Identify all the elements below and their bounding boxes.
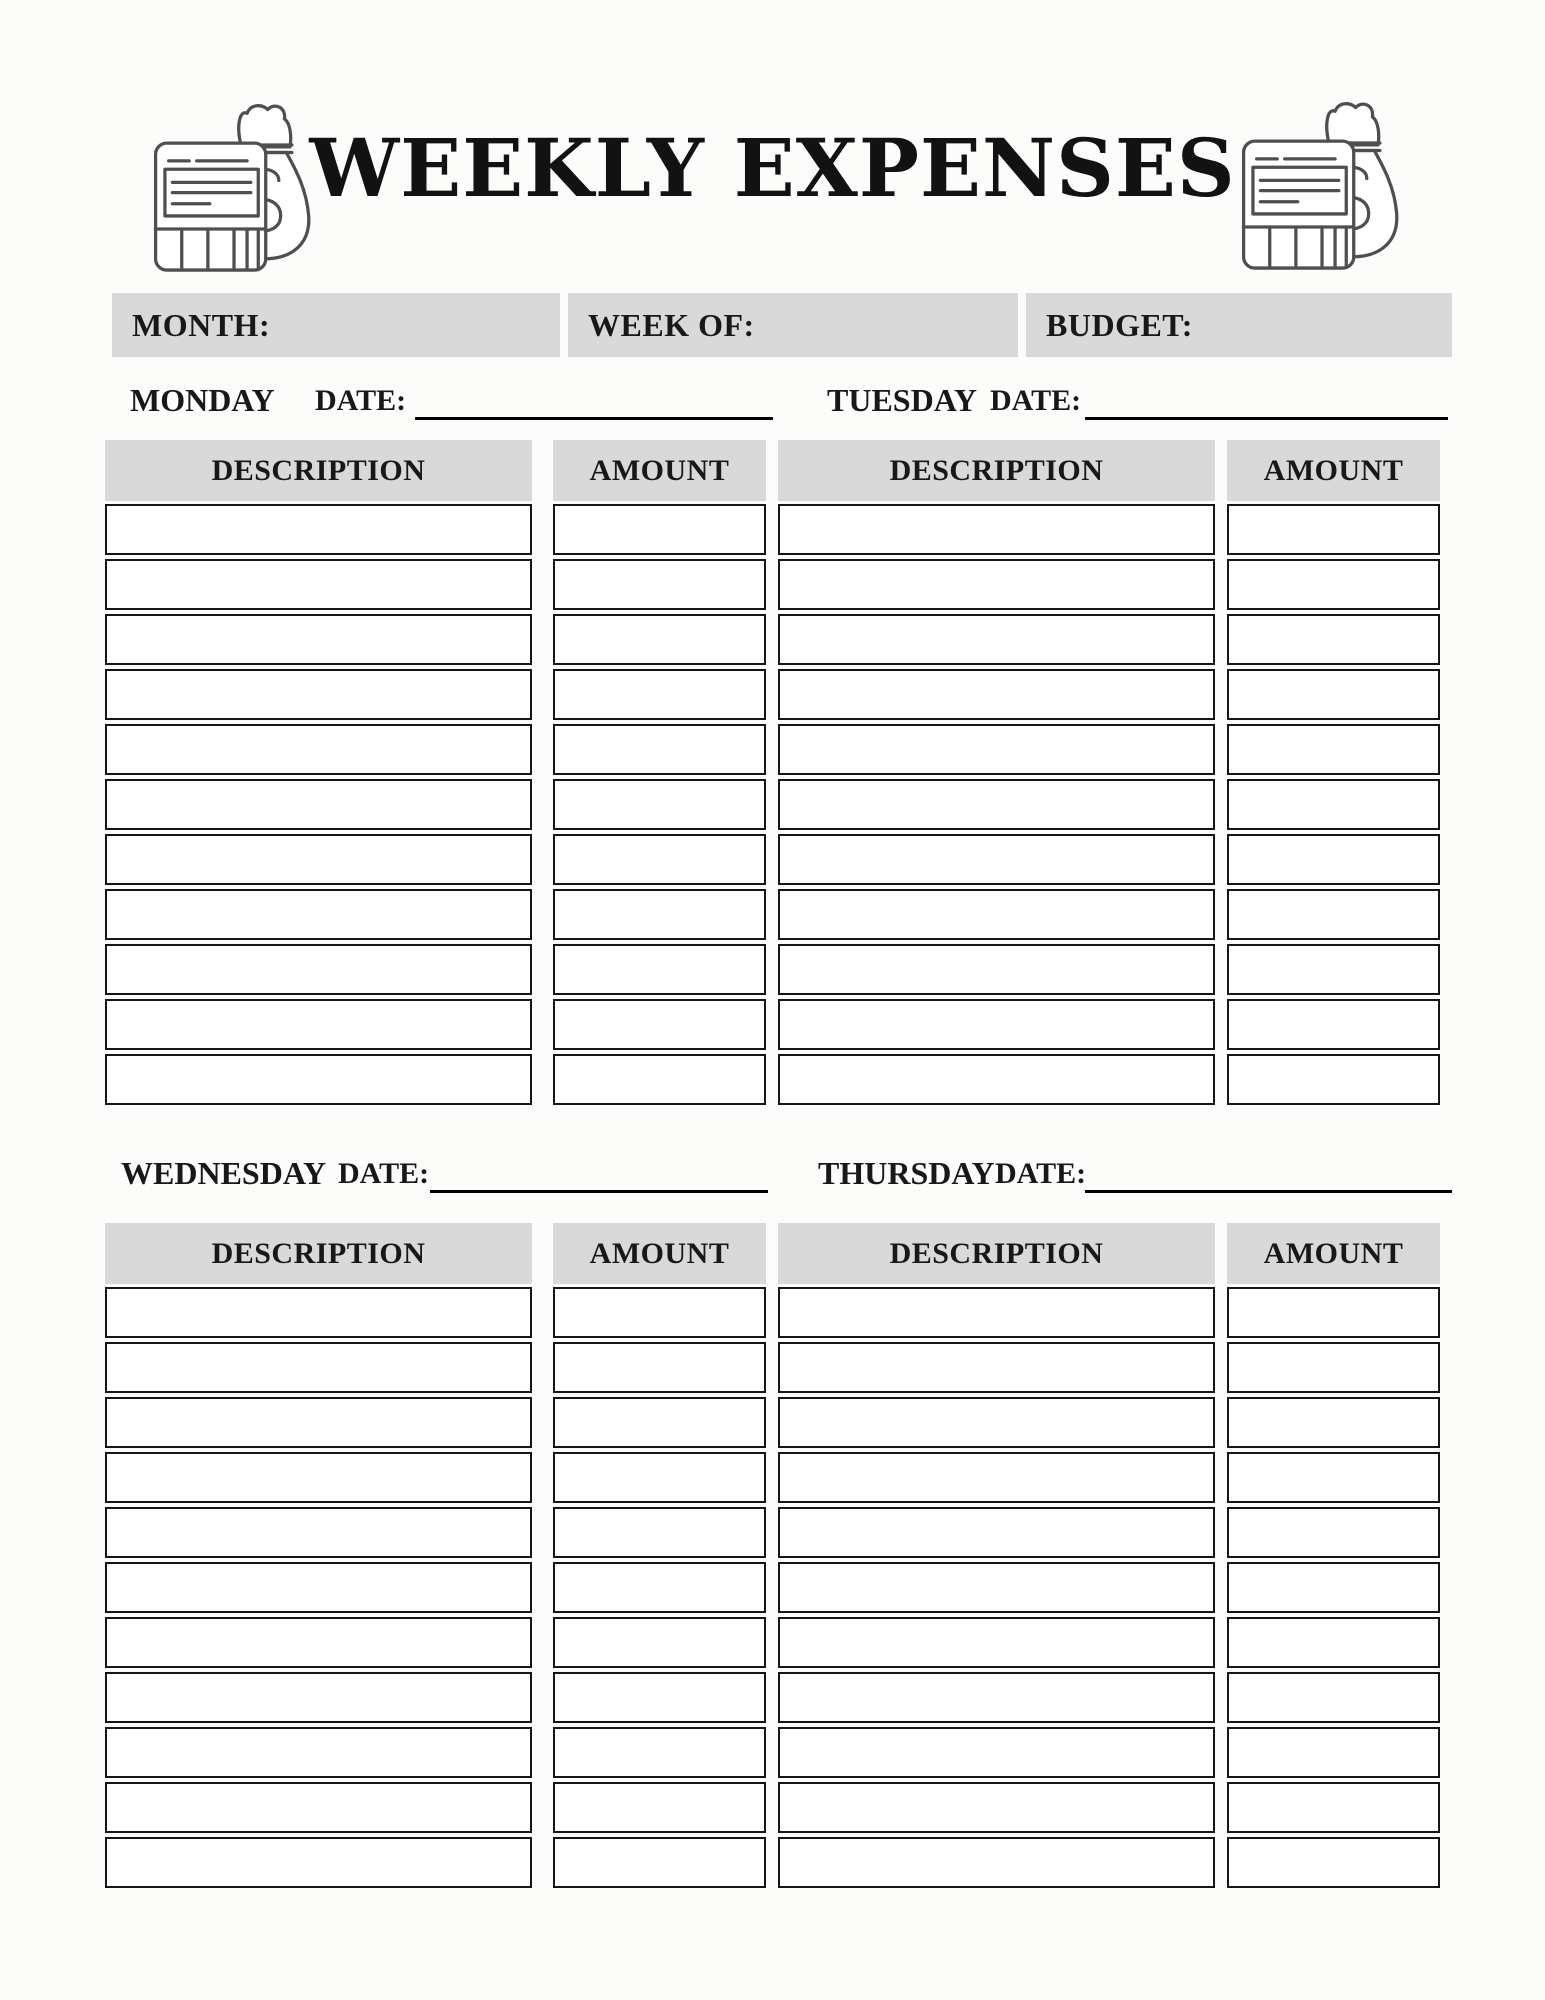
monday-amount-header: AMOUNT xyxy=(553,440,766,501)
thursday-date-line[interactable] xyxy=(1085,1190,1452,1193)
expense-row-cell[interactable] xyxy=(778,1837,1215,1888)
expense-row-cell[interactable] xyxy=(553,1562,766,1613)
expense-row-cell[interactable] xyxy=(1227,999,1440,1050)
expense-row-cell[interactable] xyxy=(1227,1562,1440,1613)
monday-date-line[interactable] xyxy=(415,417,773,420)
expense-row-cell[interactable] xyxy=(553,1837,766,1888)
expense-row-cell[interactable] xyxy=(553,1672,766,1723)
expense-row-cell[interactable] xyxy=(105,1782,532,1833)
monday-description-column xyxy=(105,504,532,1109)
expense-row-cell[interactable] xyxy=(553,1782,766,1833)
expense-row-cell[interactable] xyxy=(1227,834,1440,885)
expense-row-cell[interactable] xyxy=(105,1397,532,1448)
tuesday-amount-header: AMOUNT xyxy=(1227,440,1440,501)
expense-row-cell[interactable] xyxy=(778,834,1215,885)
expense-row-cell[interactable] xyxy=(553,944,766,995)
calculator-money-bag-icon xyxy=(1238,92,1406,278)
expense-row-cell[interactable] xyxy=(778,944,1215,995)
expense-row-cell[interactable] xyxy=(105,669,532,720)
expense-row-cell[interactable] xyxy=(778,1452,1215,1503)
expense-row-cell[interactable] xyxy=(553,889,766,940)
expense-row-cell[interactable] xyxy=(105,1837,532,1888)
expense-row-cell[interactable] xyxy=(105,999,532,1050)
expense-row-cell[interactable] xyxy=(105,944,532,995)
expense-row-cell[interactable] xyxy=(1227,1287,1440,1338)
expense-row-cell[interactable] xyxy=(553,1397,766,1448)
expense-row-cell[interactable] xyxy=(553,614,766,665)
expense-row-cell[interactable] xyxy=(778,1672,1215,1723)
expense-row-cell[interactable] xyxy=(778,1727,1215,1778)
expense-row-cell[interactable] xyxy=(1227,724,1440,775)
expense-row-cell[interactable] xyxy=(778,1507,1215,1558)
expense-row-cell[interactable] xyxy=(1227,1054,1440,1105)
tuesday-amount-column xyxy=(1227,504,1440,1109)
expense-row-cell[interactable] xyxy=(553,504,766,555)
expense-row-cell[interactable] xyxy=(778,1342,1215,1393)
wednesday-amount-column xyxy=(553,1287,766,1892)
month-field[interactable] xyxy=(112,293,560,357)
date-label-thursday: DATE: xyxy=(995,1157,1087,1190)
expense-row-cell[interactable] xyxy=(1227,944,1440,995)
tuesday-date-line[interactable] xyxy=(1085,417,1448,420)
thursday-amount-column xyxy=(1227,1287,1440,1892)
expense-row-cell[interactable] xyxy=(105,1672,532,1723)
expense-row-cell[interactable] xyxy=(778,504,1215,555)
expense-row-cell[interactable] xyxy=(778,724,1215,775)
wednesday-description-header: DESCRIPTION xyxy=(105,1223,532,1284)
expense-row-cell[interactable] xyxy=(778,889,1215,940)
expense-row-cell[interactable] xyxy=(778,999,1215,1050)
expense-row-cell[interactable] xyxy=(1227,1782,1440,1833)
expense-row-cell[interactable] xyxy=(1227,559,1440,610)
date-label-wednesday: DATE: xyxy=(338,1157,430,1190)
thursday-amount-header: AMOUNT xyxy=(1227,1223,1440,1284)
expense-row-cell[interactable] xyxy=(1227,1837,1440,1888)
expense-row-cell[interactable] xyxy=(1227,1342,1440,1393)
expense-row-cell[interactable] xyxy=(1227,1452,1440,1503)
wednesday-date-line[interactable] xyxy=(430,1190,768,1193)
expense-row-cell[interactable] xyxy=(105,834,532,885)
expense-row-cell[interactable] xyxy=(778,779,1215,830)
expense-row-cell[interactable] xyxy=(778,1782,1215,1833)
budget-label: BUDGET: xyxy=(1046,306,1193,343)
expense-row-cell[interactable] xyxy=(105,1507,532,1558)
day-label-wednesday: WEDNESDAY xyxy=(121,1155,327,1191)
expense-row-cell[interactable] xyxy=(105,504,532,555)
expense-row-cell[interactable] xyxy=(553,1452,766,1503)
expense-row-cell[interactable] xyxy=(553,1342,766,1393)
day-label-tuesday: TUESDAY xyxy=(827,382,977,418)
budget-field[interactable] xyxy=(1026,293,1452,357)
wednesday-amount-header: AMOUNT xyxy=(553,1223,766,1284)
week-of-label: WEEK OF: xyxy=(588,306,755,343)
date-label-tuesday: DATE: xyxy=(990,384,1082,417)
expense-row-cell[interactable] xyxy=(1227,614,1440,665)
expense-row-cell[interactable] xyxy=(1227,1507,1440,1558)
date-label-monday: DATE: xyxy=(315,384,407,417)
day-label-thursday: THURSDAY xyxy=(818,1155,995,1191)
week-of-field[interactable] xyxy=(568,293,1018,357)
thursday-description-column xyxy=(778,1287,1215,1892)
expense-row-cell[interactable] xyxy=(105,559,532,610)
expense-row-cell[interactable] xyxy=(105,1562,532,1613)
expense-row-cell[interactable] xyxy=(105,779,532,830)
expense-row-cell[interactable] xyxy=(553,1287,766,1338)
page-title: WEEKLY EXPENSES xyxy=(309,121,1236,215)
expense-row-cell[interactable] xyxy=(105,889,532,940)
expense-row-cell[interactable] xyxy=(778,1617,1215,1668)
expense-row-cell[interactable] xyxy=(553,1617,766,1668)
expense-row-cell[interactable] xyxy=(105,1054,532,1105)
expense-row-cell[interactable] xyxy=(553,1727,766,1778)
day-label-monday: MONDAY xyxy=(130,382,275,418)
expense-row-cell[interactable] xyxy=(1227,1727,1440,1778)
expense-row-cell[interactable] xyxy=(1227,1397,1440,1448)
expense-row-cell[interactable] xyxy=(1227,504,1440,555)
expense-row-cell[interactable] xyxy=(105,614,532,665)
expense-row-cell[interactable] xyxy=(1227,669,1440,720)
expense-row-cell[interactable] xyxy=(553,1054,766,1105)
expense-row-cell[interactable] xyxy=(553,999,766,1050)
expense-row-cell[interactable] xyxy=(553,834,766,885)
expense-row-cell[interactable] xyxy=(553,779,766,830)
expense-row-cell[interactable] xyxy=(105,1452,532,1503)
tuesday-description-header: DESCRIPTION xyxy=(778,440,1215,501)
month-label: MONTH: xyxy=(132,306,271,343)
expense-row-cell[interactable] xyxy=(778,1562,1215,1613)
expense-row-cell[interactable] xyxy=(553,724,766,775)
monday-amount-column xyxy=(553,504,766,1109)
expense-row-cell[interactable] xyxy=(778,1054,1215,1105)
expense-row-cell[interactable] xyxy=(778,1287,1215,1338)
expense-row-cell[interactable] xyxy=(105,1727,532,1778)
expense-row-cell[interactable] xyxy=(1227,889,1440,940)
wednesday-description-column xyxy=(105,1287,532,1892)
expense-row-cell[interactable] xyxy=(105,1287,532,1338)
expense-row-cell[interactable] xyxy=(105,724,532,775)
expense-row-cell[interactable] xyxy=(105,1617,532,1668)
expense-row-cell[interactable] xyxy=(105,1342,532,1393)
thursday-description-header: DESCRIPTION xyxy=(778,1223,1215,1284)
expense-row-cell[interactable] xyxy=(553,559,766,610)
expense-row-cell[interactable] xyxy=(778,669,1215,720)
expense-row-cell[interactable] xyxy=(1227,1617,1440,1668)
expense-row-cell[interactable] xyxy=(778,1397,1215,1448)
expense-row-cell[interactable] xyxy=(1227,1672,1440,1723)
expense-row-cell[interactable] xyxy=(778,614,1215,665)
expense-row-cell[interactable] xyxy=(553,669,766,720)
expense-row-cell[interactable] xyxy=(778,559,1215,610)
tuesday-description-column xyxy=(778,504,1215,1109)
expense-row-cell[interactable] xyxy=(553,1507,766,1558)
expense-row-cell[interactable] xyxy=(1227,779,1440,830)
monday-description-header: DESCRIPTION xyxy=(105,440,532,501)
